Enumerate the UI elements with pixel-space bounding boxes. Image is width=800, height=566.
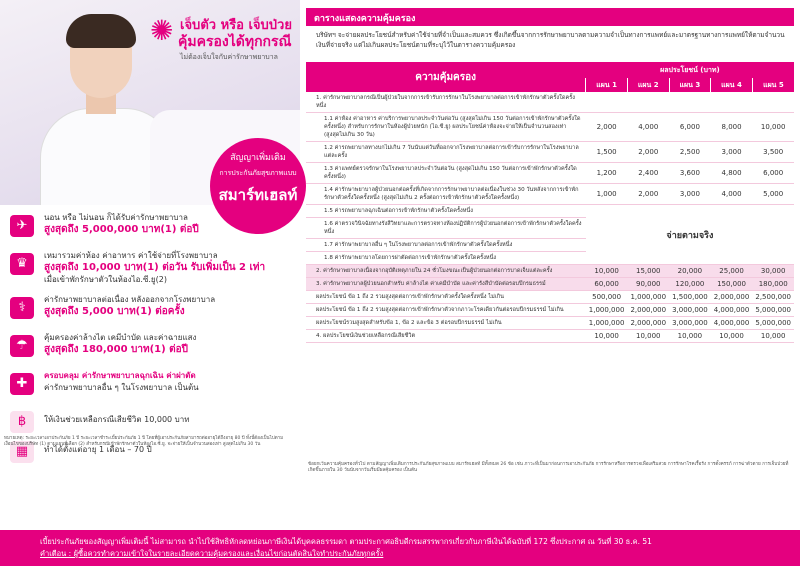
coverage-description: 1.5 ค่ารถพยาบาลฉุกเฉินต่อการเข้าพักรักษาตัวครั้งใดครั้งหนึ่ง: [306, 205, 586, 218]
benefit-value: 3,000,000: [669, 304, 711, 317]
table-row: [306, 317, 794, 330]
badge-line-2: การประกันภัยสุขภาพแบบ: [219, 169, 297, 177]
benefit-value: 2,500: [669, 142, 711, 163]
table-row: [306, 205, 794, 218]
coverage-description: 1.1 ค่าห้อง ค่าอาหาร ค่าบริการพยาบาลประจำวันต่อวัน (สูงสุดไม่เกิน 150 วันต่อการเข้าพักรักษาตัวครั้งใดครั้งหนึ่ง) สำหรับการรักษาในห้องผู้ป่วยหนัก (ไอ.ซี.ยู) ผลประโยชน์ค่าห้องจะจ่ายให้เป็นจำนวนสองเท่า (สูงสุดไม่เกิน 30 วัน): [306, 113, 586, 142]
benefit-value: 15,000: [627, 265, 669, 278]
stethoscope-icon: ⚕: [10, 297, 34, 319]
empty-cell: [586, 92, 794, 113]
benefit-value: 3,600: [669, 163, 711, 184]
coverage-description: ผลประโยชน์ ข้อ 1 ถึง 2 รวมสูงสุดต่อการเข้าพักรักษาตัวครั้งใดครั้งหนึ่ง ไม่เกิน: [306, 291, 586, 304]
benefit-value: 500,000: [586, 291, 628, 304]
benefit-value: 90,000: [627, 278, 669, 291]
coverage-panel: [300, 0, 800, 530]
benefit-value: 8,000: [711, 113, 753, 142]
benefit-value: 10,000: [586, 330, 628, 343]
header-plan-3: แผน 3: [669, 78, 711, 92]
benefit-value: 10,000: [752, 330, 794, 343]
benefit-value: 4,000,000: [711, 317, 753, 330]
coverage-description: 1.4 ค่ารักษาพยาบาลผู้ป่วยนอกต่อครั้งที่เกิดจากการรักษาพยาบาลต่อเนื่องในช่วง 30 วันหลังจากการเข้าพักรักษาตัวครั้งใดครั้งหนึ่ง (สูงสุดไม่เกิน 2 ครั้งต่อการเข้าพักรักษาตัวครั้งใดครั้งหนึ่ง): [306, 184, 586, 205]
benefit-value: 2,400: [627, 163, 669, 184]
tagline-2: คุ้มครองได้ทุกกรณี: [178, 34, 292, 50]
footnote: ข้อยกเว้นความคุ้มครองทั่วไป ตามสัญญาเพิ่มเติมการประกันภัยสุขภาพแบบ สมาร์ทเฮลท์ มีทั้งหมด 26 ข้อ เช่น ภาวะที่เป็นมาก่อนการเอาประกันภัย การรักษาหรือการตรวจเพื่อเสริมสวย การรักษาโรคเรื้อรัง การตั้งครรภ์ การฆ่าตัวตาย การเจ็บป่วยที่เกิดขึ้นภายใน 30 วันนับจากวันเริ่มมีผลคุ้มครอง เป็นต้น: [308, 462, 789, 474]
benefit-value: 2,000: [627, 184, 669, 205]
benefit-value: 1,000,000: [586, 317, 628, 330]
benefit-text: ให้เงินช่วยเหลือกรณีเสียชีวิต 10,000 บาท: [44, 415, 190, 424]
benefit-highlight: สูงสุดถึง 5,000 บาท(1) ต่อครั้ง: [44, 306, 185, 317]
coverage-description: ผลประโยชน์รวมสูงสุดสำหรับข้อ 1, ข้อ 2 และข้อ 3 ต่อรอบปีกรมธรรม์ ไม่เกิน: [306, 317, 586, 330]
benefit-value: 3,000: [669, 184, 711, 205]
benefit-item: [0, 294, 300, 332]
umbrella-icon: ☂: [10, 335, 34, 357]
benefit-text: คุ้มครองค่าล้างไต เคมีบำบัด และค่าฉายแสง: [44, 333, 197, 342]
coverage-rows: [306, 92, 794, 343]
benefit-value: 120,000: [669, 278, 711, 291]
coverage-description: 1.6 ค่าตรวจวินิจฉัยทางรังสีวิทยาและการตรวจทางห้องปฏิบัติการผู้ป่วยนอกต่อการเข้าพักรักษาตัวครั้งใดครั้งหนึ่ง: [306, 218, 586, 239]
header-plan-2: แผน 2: [627, 78, 669, 92]
benefit-value: 3,000: [711, 142, 753, 163]
first-aid-icon: ✚: [10, 373, 34, 395]
badge-product-name: สมาร์ทเฮลท์: [218, 186, 298, 204]
footer-bar: [0, 530, 800, 566]
benefit-value: 1,500,000: [669, 291, 711, 304]
left-panel: [0, 0, 300, 530]
benefit-value: 180,000: [752, 278, 794, 291]
lightbulb-icon: ✺: [150, 14, 174, 47]
header-coverage: ความคุ้มครอง: [306, 62, 586, 92]
benefit-value: 2,000: [627, 142, 669, 163]
table-row: [306, 278, 794, 291]
benefit-value: 10,000: [752, 113, 794, 142]
tagline-3: ไม่ต้องเจ็บใจกับค่ารักษาพยาบาล: [180, 53, 278, 61]
coverage-description: 4. ผลประโยชน์เงินช่วยเหลือกรณีเสียชีวิต: [306, 330, 586, 343]
benefit-value: 5,000: [752, 184, 794, 205]
benefit-value: 3,000,000: [669, 317, 711, 330]
benefit-value: 30,000: [752, 265, 794, 278]
benefit-value: 25,000: [711, 265, 753, 278]
table-row: [306, 113, 794, 142]
coverage-description: 1.3 ค่าแพทย์ตรวจรักษาในโรงพยาบาลประจำวันต่อวัน (สูงสุดไม่เกิน 150 วันต่อการเข้าพักรักษาตัวครั้งใดครั้งหนึ่ง): [306, 163, 586, 184]
benefit-value: 6,000: [669, 113, 711, 142]
benefit-value: 2,000,000: [627, 304, 669, 317]
benefit-text: ค่ารักษาพยาบาลอื่น ๆ ในโรงพยาบาล เป็นต้น: [44, 383, 199, 392]
benefit-item: [0, 370, 300, 408]
benefit-text: เมื่อเข้าพักรักษาตัวในห้องไอ.ซี.ยู(2): [44, 275, 167, 284]
coverage-description: ผลประโยชน์ ข้อ 1 ถึง 2 รวมสูงสุดต่อการเข้าพักรักษาตัวจากภาวะโรคเดียวกันต่อรอบปีกรมธรรม์ ไม่เกิน: [306, 304, 586, 317]
benefit-value: 5,000,000: [752, 304, 794, 317]
benefit-value: 2,000,000: [711, 291, 753, 304]
footer-warning: คำเตือน : ผู้ซื้อควรทำความเข้าใจในรายละเอียดความคุ้มครองและเงื่อนไขก่อนตัดสินใจทำประกันภัยทุกครั้ง: [40, 549, 384, 558]
table-row: [306, 92, 794, 113]
table-row: [306, 163, 794, 184]
table-row: [306, 184, 794, 205]
table-row: [306, 330, 794, 343]
actual-paid-cell: จ่ายตามจริง: [586, 205, 794, 265]
header-plan-5: แผน 5: [752, 78, 794, 92]
notes: หมายเหตุ: ระยะเวลาเอาประกันภัย 1 ปี ระยะเวลาชำระเบี้ยประกันภัย 1 ปี โดยที่ผู้เอาประกันภัยสามารถต่ออายุได้ถึงอายุ 80 ปี ทั้งนี้ต้องเป็นไปตามเงื่อนไขของบริษัท (1) ตามแผนที่เลือก (2) สำหรับกรณีเข้าพักรักษาตัวในห้องไอ.ซี.ยู. จะจ่ายให้เป็นจำนวนสองเท่า สูงสุดไม่เกิน 30 วัน: [4, 436, 284, 447]
benefit-value: 2,500,000: [752, 291, 794, 304]
benefit-value: 10,000: [669, 330, 711, 343]
table-row: [306, 304, 794, 317]
table-row: [306, 142, 794, 163]
benefit-value: 1,500: [586, 142, 628, 163]
benefit-highlight: สูงสุดถึง 10,000 บาท(1) ต่อวัน รับเพิ่มเป็น 2 เท่า: [44, 262, 266, 273]
table-row: [306, 291, 794, 304]
benefit-value: 6,000: [752, 163, 794, 184]
benefit-value: 5,000,000: [752, 317, 794, 330]
footer-tax-note: เบี้ยประกันภัยของสัญญาเพิ่มเติมนี้ ไม่สามารถ นำไปใช้สิทธิหักลดหย่อนภาษีเงินได้บุคคลธรรมดา ตามประกาศอธิบดีกรมสรรพากรเกี่ยวกับภาษีเงินได้ฉบับที่ 172 ซึ่งประกาศ ณ วันที่ 30 ธ.ค. 51: [40, 537, 652, 546]
coverage-description: 1.7 ค่ารักษาพยาบาลอื่น ๆ ในโรงพยาบาลต่อการเข้าพักรักษาตัวครั้งใดครั้งหนึ่ง: [306, 239, 586, 252]
benefit-text: นอน หรือ ไม่นอน ก็ได้รับค่ารักษาพยาบาล: [44, 213, 188, 222]
benefit-value: 1,200: [586, 163, 628, 184]
benefit-value: 1,000,000: [586, 304, 628, 317]
wings-icon: ✈: [10, 215, 34, 237]
benefit-value: 1,000,000: [627, 291, 669, 304]
table-row: [306, 265, 794, 278]
benefit-value: 150,000: [711, 278, 753, 291]
benefit-value: 4,000,000: [711, 304, 753, 317]
benefit-highlight: สูงสุดถึง 180,000 บาท(1) ต่อปี: [44, 344, 189, 355]
calendar-icon: ▦: [10, 441, 34, 463]
header-benefit: ผลประโยชน์ (บาท): [586, 62, 794, 78]
tagline-1: เจ็บตัว หรือ เจ็บป่วย: [180, 18, 292, 33]
intro-text: บริษัทฯ จะจ่ายผลประโยชน์สำหรับค่าใช้จ่ายที่จำเป็นและสมควร ซึ่งเกิดขึ้นจากการรักษาพยาบาลตามความจำเป็นทางการแพทย์และมาตรฐานทางการแพทย์ให้ตามจำนวนเงินที่จ่ายจริง แต่ไม่เกินผลประโยชน์ตามที่ระบุไว้ในตารางความคุ้มครอง: [316, 31, 785, 49]
benefit-value: 10,000: [711, 330, 753, 343]
benefit-item: [0, 408, 300, 438]
coverage-description: 1.8 ค่ารักษาพยาบาลโดยการผ่าตัดต่อการเข้าพักรักษาตัวครั้งใดครั้งหนึ่ง: [306, 252, 586, 265]
benefit-value: 1,000: [586, 184, 628, 205]
benefit-highlight: ครอบคลุม ค่ารักษาพยาบาลฉุกเฉิน ค่าผ่าตัด: [44, 371, 196, 380]
benefit-item: [0, 332, 300, 370]
hair: [66, 14, 136, 48]
benefit-list: [0, 212, 300, 468]
benefit-text: ค่ารักษาพยาบาลต่อเนื่อง หลังออกจากโรงพยาบาล: [44, 295, 216, 304]
benefit-highlight: สูงสุดถึง 5,000,000 บาท(1) ต่อปี: [44, 224, 199, 235]
benefit-value: 10,000: [627, 330, 669, 343]
benefit-value: 3,500: [752, 142, 794, 163]
benefit-text: ทำได้ตั้งแต่อายุ 1 เดือน – 70 ปี: [44, 445, 152, 454]
badge-line-1: สัญญาเพิ่มเติม: [230, 153, 286, 163]
table-title: ตารางแสดงความคุ้มครอง: [306, 8, 794, 26]
benefit-text: เหมารวมค่าห้อง ค่าอาหาร ค่าใช้จ่ายที่โรงพยาบาล: [44, 251, 218, 260]
header-plan-4: แผน 4: [711, 78, 753, 92]
money-icon: ฿: [10, 411, 34, 433]
benefit-value: 20,000: [669, 265, 711, 278]
benefit-value: 2,000: [586, 113, 628, 142]
benefit-value: 2,000,000: [627, 317, 669, 330]
benefit-value: 4,000: [627, 113, 669, 142]
coverage-table: [306, 62, 794, 343]
benefit-value: 4,800: [711, 163, 753, 184]
benefit-value: 10,000: [586, 265, 628, 278]
coverage-description: 3. ค่ารักษาพยาบาลผู้ป่วยนอกสำหรับ ค่าล้างไต ค่าเคมีบำบัด และค่ารังสีบำบัดต่อรอบปีกรมธรรม์: [306, 278, 586, 291]
coverage-description: 1. ค่ารักษาพยาบาลกรณีเป็นผู้ป่วยในจากการเข้ารับการรักษาในโรงพยาบาลต่อการเข้าพักรักษาตัวครั้งใดครั้งหนึ่ง: [306, 92, 586, 113]
header-plan-1: แผน 1: [586, 78, 628, 92]
benefit-item: [0, 212, 300, 250]
coverage-description: 2. ค่ารักษาพยาบาลเนื่องจากอุบัติเหตุภายใน 24 ชั่วโมงขณะเป็นผู้ป่วยนอกต่อการบาดเจ็บแต่ละครั้ง: [306, 265, 586, 278]
benefit-value: 60,000: [586, 278, 628, 291]
benefit-item: [0, 250, 300, 294]
benefit-value: 4,000: [711, 184, 753, 205]
coverage-description: 1.2 ค่ารถพยาบาลทางบกไม่เกิน 7 วันนับแต่วันที่ออกจากโรงพยาบาลต่อการเข้ารับการรักษาในโรงพยาบาลแต่ละครั้ง: [306, 142, 586, 163]
crown-icon: ♛: [10, 253, 34, 275]
